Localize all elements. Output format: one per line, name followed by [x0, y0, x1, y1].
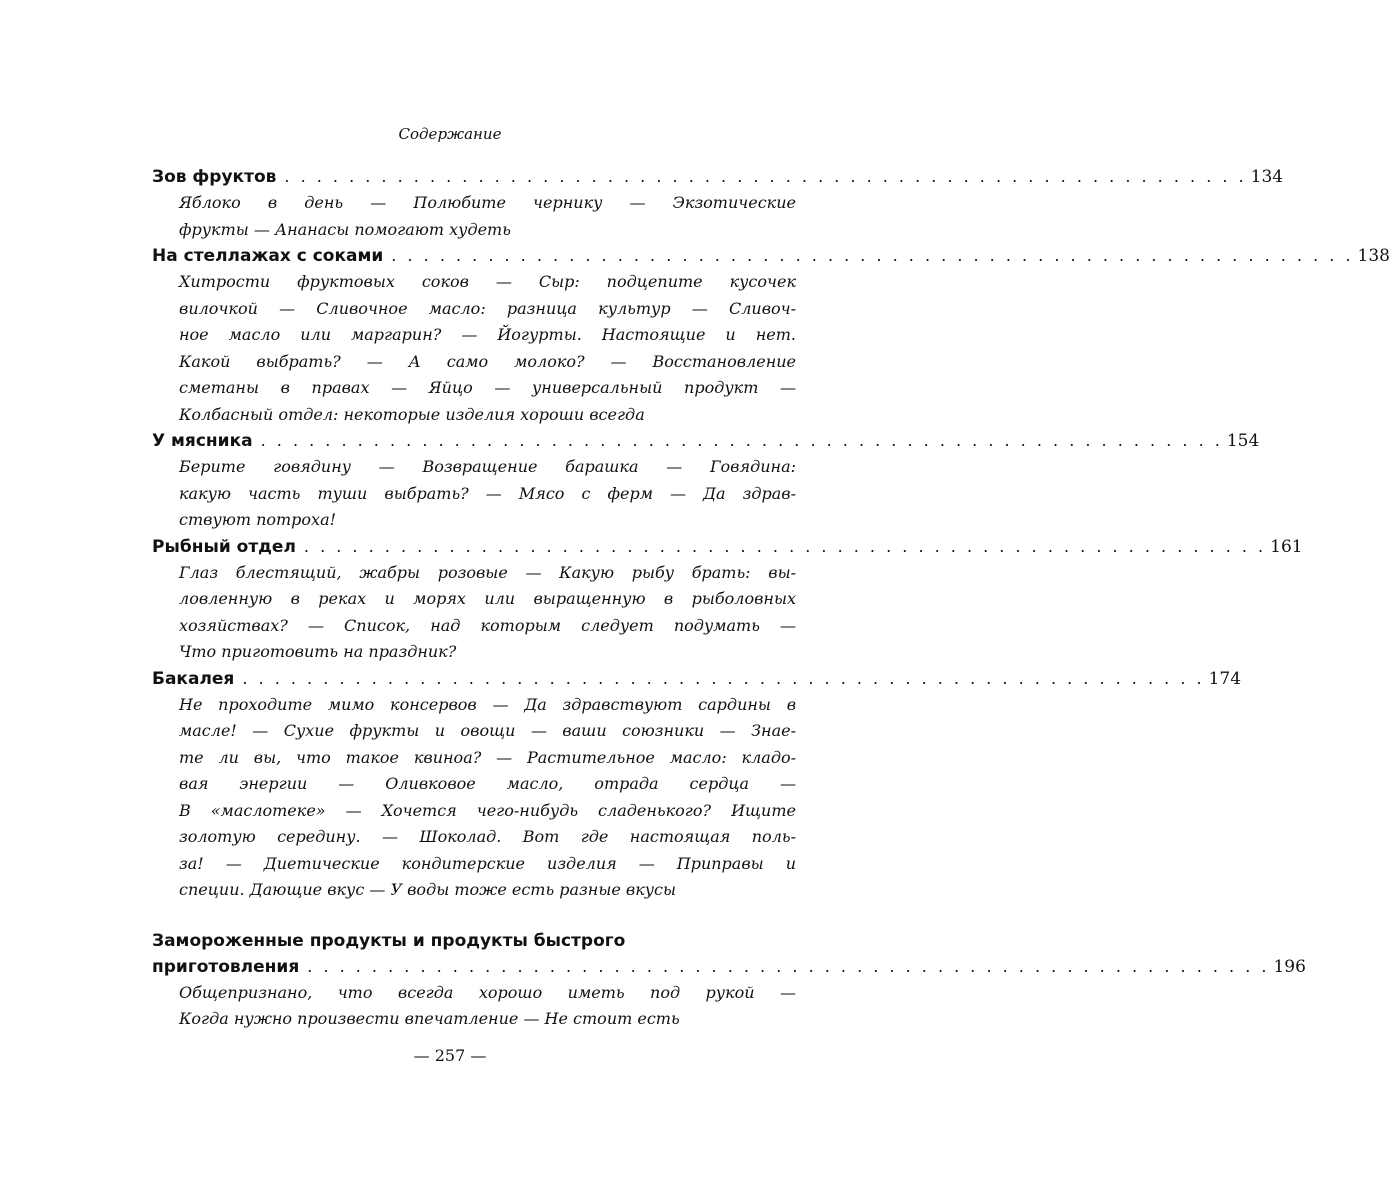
toc-entry-title-line: Замороженные продукты и продукты быстрого: [152, 930, 626, 951]
toc-entry-description: [152, 190, 796, 243]
toc-entry-page: 154: [1226, 431, 1260, 451]
description-line: ловленную в реках и морях или выращенную в рыболовных: [179, 589, 796, 608]
description-line: хозяйствах? — Список, над которым следует подумать —: [179, 615, 796, 635]
toc-entry-description: [152, 560, 796, 666]
description-line: фрукты — Ананасы помогают худеть: [179, 219, 511, 239]
dot-leader: . . . . . . . . . . . . . . . . . . . . . . . . . . . . . . . . . . . . . . . . . . . . . . . . . . . . . . . . . . . .: [391, 246, 1354, 265]
toc-entry-description: [152, 454, 796, 534]
toc-entry-title: У мясника: [152, 431, 253, 451]
toc-entry-title: Рыбный отдел: [152, 536, 296, 557]
description-line: масле! — Сухие фрукты и овощи — ваши союзники — Знае-: [179, 721, 796, 740]
description-line: сметаны в правах — Яйцо — универсальный продукт —: [179, 378, 796, 397]
description-line: золотую середину. — Шоколад. Вот где настоящая поль-: [179, 827, 796, 846]
description-line: Яблоко в день — Полюбите чернику — Экзотические: [179, 193, 796, 212]
toc-entry-description: [152, 692, 796, 904]
toc-entry-heading: [152, 164, 1284, 190]
description-line: Хитрости фруктовых соков — Сыр: подцепите кусочек: [179, 272, 796, 291]
description-line: Что приготовить на праздник?: [179, 642, 457, 661]
description-line: какую часть туши выбрать? — Мясо с ферм — Да здрав-: [179, 483, 796, 503]
dot-leader: . . . . . . . . . . . . . . . . . . . . . . . . . . . . . . . . . . . . . . . . . . . . . . . . . . . . . . . . . . . .: [260, 431, 1223, 450]
description-line: Глаз блестящий, жабры розовые — Какую рыбу брать: вы-: [179, 562, 796, 582]
toc-entry-description: [152, 980, 796, 1033]
toc-entry: [152, 243, 1390, 428]
toc-entry-page: 174: [1208, 668, 1242, 689]
description-line: специи. Дающие вкус — У воды тоже есть разные вкусы: [179, 880, 677, 899]
toc-entry-page: 161: [1270, 536, 1303, 557]
description-line: Берите говядину — Возвращение барашка — Говядина:: [179, 457, 796, 476]
toc-entry: [152, 666, 1242, 904]
toc-entry: [152, 928, 1306, 1033]
toc-entry-title: Зов фруктов: [152, 167, 277, 187]
dot-leader: . . . . . . . . . . . . . . . . . . . . . . . . . . . . . . . . . . . . . . . . . . . . . . . . . . . . . . . . . . . .: [303, 536, 1267, 556]
description-line: Общепризнано, что всегда хорошо иметь под рукой —: [179, 982, 796, 1002]
description-line: Не проходите мимо консервов — Да здравствуют сардины в: [179, 694, 796, 714]
description-line: за! — Диетические кондитерские изделия — Приправы и: [179, 853, 796, 873]
toc-entry-title: Бакалея: [152, 668, 235, 689]
toc-entry-heading: [152, 954, 1306, 980]
description-line: вилочкой — Сливочное масло: разница культур — Сливоч-: [179, 298, 796, 318]
description-line: ствуют потроха!: [179, 510, 337, 529]
table-of-contents: [152, 164, 1390, 1033]
dot-leader: . . . . . . . . . . . . . . . . . . . . . . . . . . . . . . . . . . . . . . . . . . . . . . . . . . . . . . . . . . . .: [307, 956, 1270, 976]
dot-leader: . . . . . . . . . . . . . . . . . . . . . . . . . . . . . . . . . . . . . . . . . . . . . . . . . . . . . . . . . . . .: [242, 668, 1205, 688]
toc-entry-title: приготовления: [152, 956, 300, 977]
description-line: Колбасный отдел: некоторые изделия хороши всегда: [179, 404, 645, 424]
toc-entry: [152, 164, 1284, 243]
toc-entry-page: 196: [1273, 956, 1306, 977]
toc-entry-page: 138: [1357, 246, 1390, 266]
description-line: В «маслотеке» — Хочется чего-нибудь сладенького? Ищите: [179, 800, 796, 820]
toc-entry-heading: [152, 243, 1390, 269]
toc-entry-heading: [152, 534, 1303, 560]
description-line: Когда нужно произвести впечатление — Не стоит есть: [179, 1009, 680, 1028]
description-line: ное масло или маргарин? — Йогурты. Настоящие и нет.: [179, 325, 796, 344]
toc-entry-heading: [152, 428, 1260, 454]
description-line: Какой выбрать? — А само молоко? — Восстановление: [179, 351, 796, 371]
toc-entry-title: На стеллажах с соками: [152, 246, 384, 266]
toc-entry-heading: [152, 666, 1242, 692]
description-line: те ли вы, что такое квиноа? — Растительное масло: кладо-: [179, 747, 796, 767]
toc-entry: [152, 534, 1303, 666]
dot-leader: . . . . . . . . . . . . . . . . . . . . . . . . . . . . . . . . . . . . . . . . . . . . . . . . . . . . . . . . . . . .: [284, 167, 1247, 186]
page-number: — 257 —: [413, 1046, 487, 1065]
toc-entry-description: [152, 269, 796, 428]
running-head: Содержание: [398, 125, 502, 143]
description-line: вая энергии — Оливковое масло, отрада сердца —: [179, 774, 796, 793]
toc-entry: [152, 428, 1260, 534]
toc-entry-page: 134: [1250, 167, 1284, 187]
